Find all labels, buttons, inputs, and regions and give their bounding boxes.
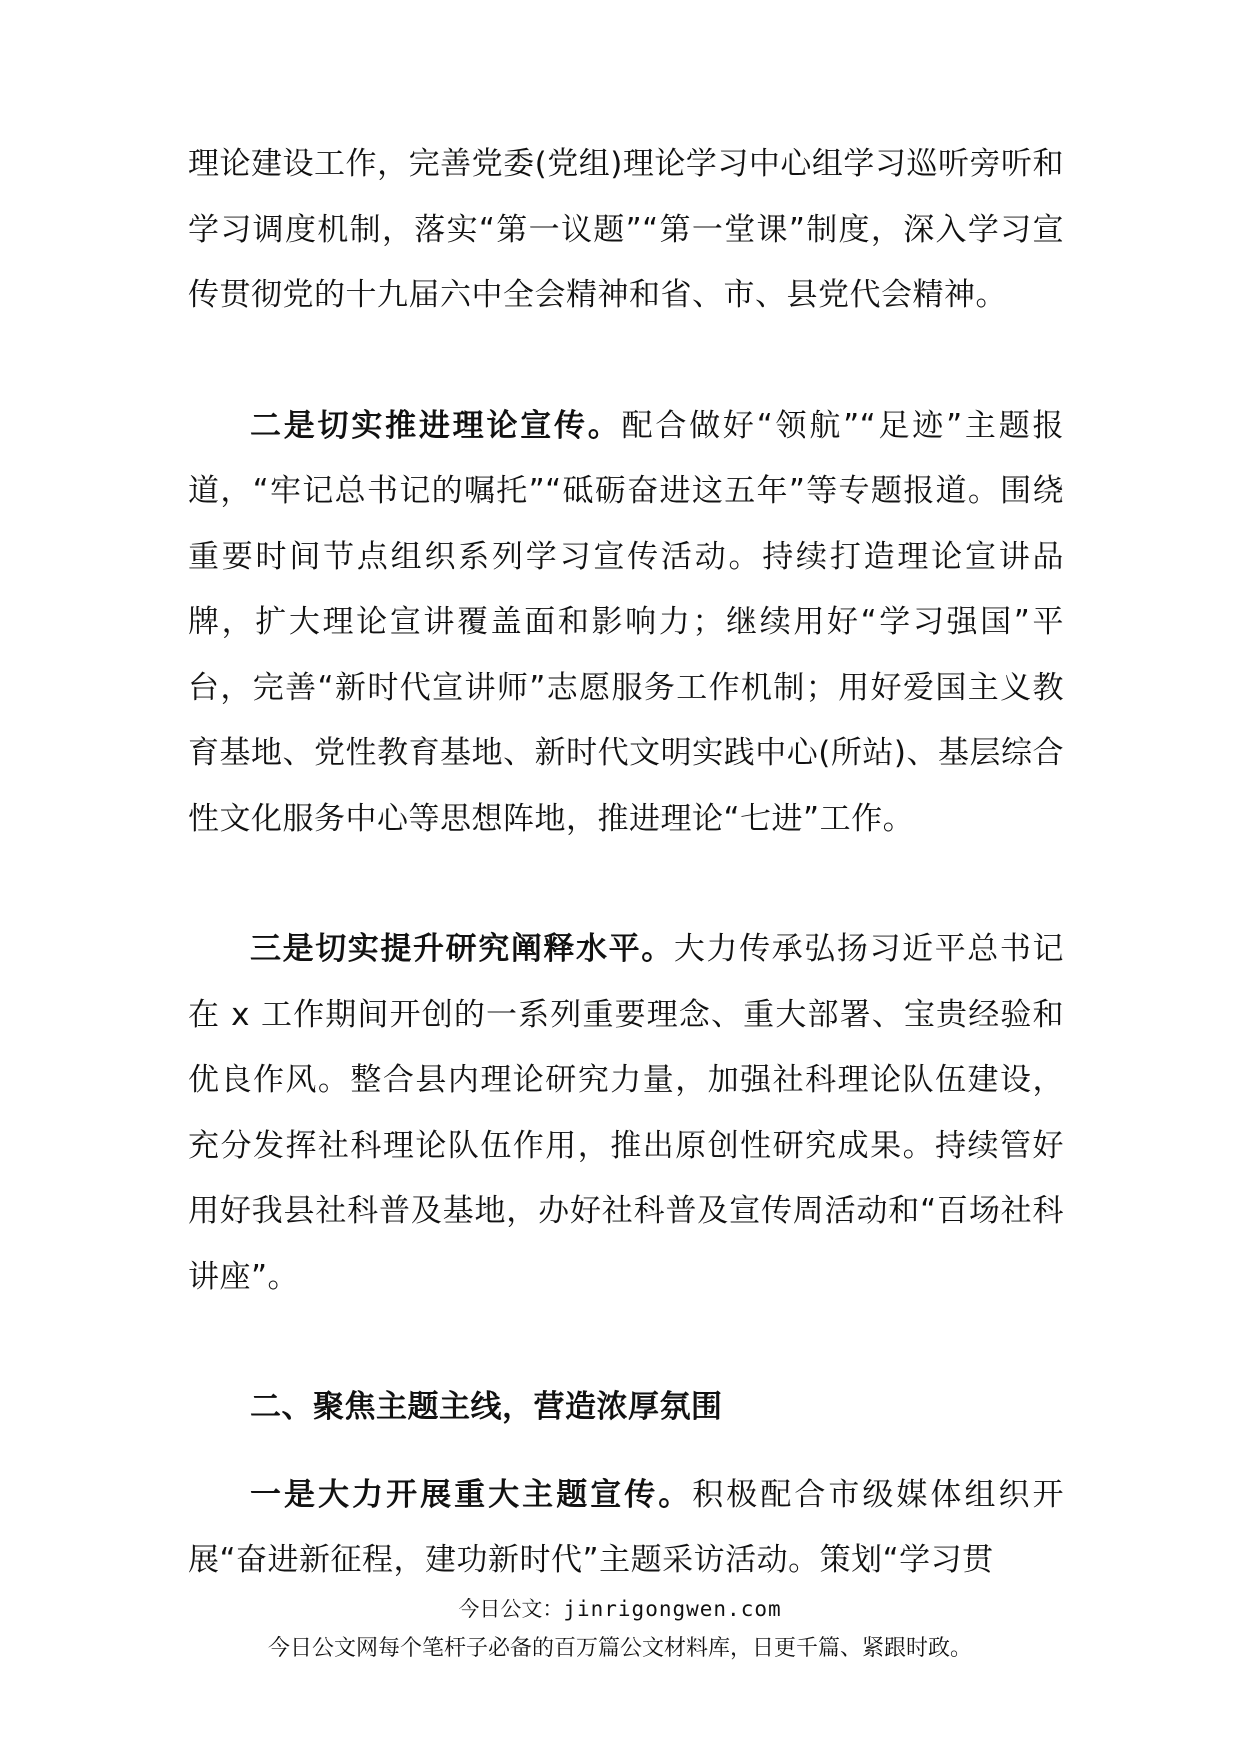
paragraph-2 (188, 394, 1064, 853)
footer-site (0, 1593, 1240, 1623)
footer-site-label: 今日公文： (458, 1597, 564, 1621)
document-body (188, 132, 1064, 1594)
footer-tagline: 今日公文网每个笔杆子必备的百万篇公文材料库，日更千篇、紧跟时政。 (267, 1636, 972, 1661)
section-heading: 二、聚焦主题主线，营造浓厚氛围 (250, 1389, 723, 1425)
paragraph-2-lead: 二是切实推进理论宣传。 (250, 407, 622, 444)
footer-site-url[interactable]: jinrigongwen.com (563, 1597, 782, 1621)
paragraph-4-text: 积极配合市级媒体组织开展“奋进新征程，建功新时代”主题采访活动。策划“学习贯 (188, 1476, 1064, 1578)
paragraph-4 (188, 1463, 1064, 1594)
paragraph-3-text: 大力传承弘扬习近平总书记在 x 工作期间开创的一系列重要理念、重大部署、宝贵经验和优良作风。整合县内理论研究力量，加强社科理论队伍建设，充分发挥社科理论队伍作用，推出原创性研究成果。持续管好用好我县社科普及基地，办好社科普及宣传周活动和“百场社科讲座”。 (188, 931, 1065, 1295)
paragraph-4-lead: 一是大力开展重大主题宣传。 (250, 1476, 693, 1513)
paragraph-3 (188, 917, 1064, 1310)
paragraph-2-text: 配合做好“领航”“足迹”主题报道，“牢记总书记的嘱托”“砥砺奋进这五年”等专题报道。围绕重要时间节点组织系列学习宣传活动。持续打造理论宣讲品牌，扩大理论宣讲覆盖面和影响力；继续用好“学习强国”平台，完善“新时代宣讲师”志愿服务工作机制；用好爱国主义教育基地、党性教育基地、新时代文明实践中心(所站)、基层综合性文化服务中心等思想阵地，推进理论“七进”工作。 (188, 407, 1064, 837)
paragraph-1: 理论建设工作，完善党委(党组)理论学习中心组学习巡听旁听和学习调度机制，落实“第一议题”“第一堂课”制度，深入学习宣传贯彻党的十九届六中全会精神和省、市、县党代会精神。 (188, 146, 1064, 313)
paragraph-3-lead: 三是切实提升研究阐释水平。 (250, 931, 674, 967)
